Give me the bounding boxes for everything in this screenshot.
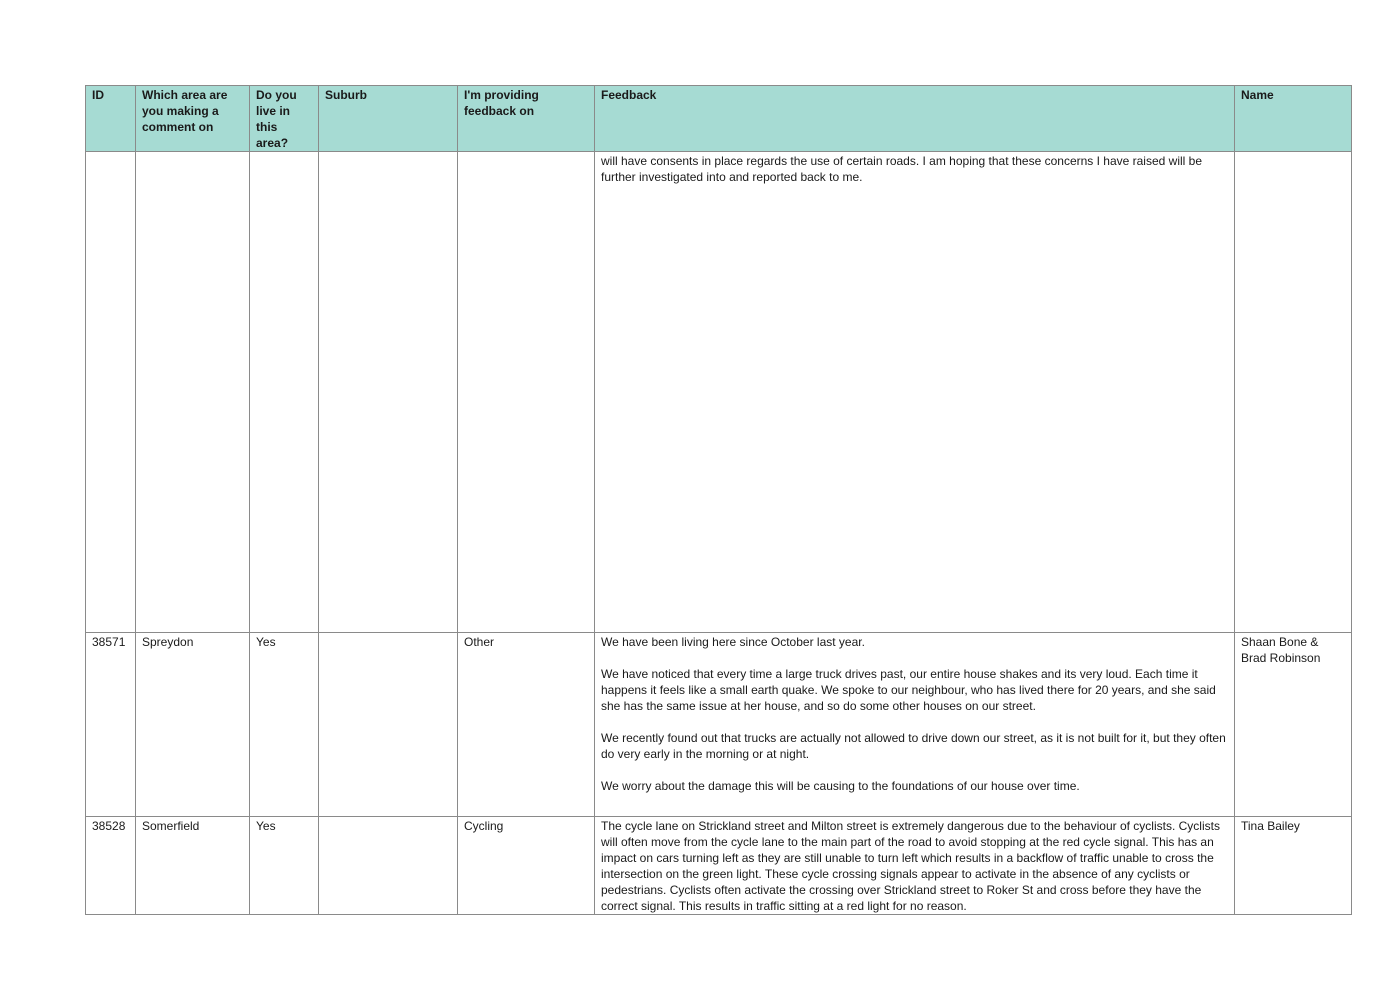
cell-name — [1235, 152, 1352, 633]
cell-name: Tina Bailey — [1235, 817, 1352, 915]
table-row — [86, 817, 1352, 915]
feedback-paragraph: We have noticed that every time a large truck drives past, our entire house shakes and its very loud. Each time it happens it feels like a small earth quake. We spoke to our neighbour, who has lived there for 20 years, and she said she has the same issue at her house, and so do some other houses on our street. — [601, 667, 1216, 713]
cell-suburb — [319, 633, 458, 817]
header-row — [86, 86, 1352, 152]
cell-topic: Other — [458, 633, 595, 817]
header-feedback-topic: I'm providing feedback on — [458, 86, 595, 152]
cell-area: Spreydon — [136, 633, 250, 817]
feedback-paragraph: We worry about the damage this will be causing to the foundations of our house over time. — [601, 779, 1080, 793]
feedback-paragraph: We have been living here since October last year. — [601, 635, 865, 649]
feedback-paragraph: will have consents in place regards the use of certain roads. I am hoping that these concerns I have raised will be further investigated into and reported back to me. — [601, 154, 1203, 184]
table-row — [86, 633, 1352, 817]
header-name: Name — [1235, 86, 1352, 152]
feedback-paragraph: We recently found out that trucks are actually not allowed to drive down our street, as it is not built for it, but they often do very early in the morning or at night. — [601, 731, 1226, 761]
cell-topic — [458, 152, 595, 633]
header-live-in-area: Do you live in this area? — [250, 86, 319, 152]
cell-live: Yes — [250, 633, 319, 817]
cell-feedback — [595, 152, 1235, 633]
cell-id — [86, 152, 136, 633]
cell-feedback — [595, 817, 1235, 915]
header-suburb: Suburb — [319, 86, 458, 152]
cell-live: Yes — [250, 817, 319, 915]
cell-area — [136, 152, 250, 633]
cell-feedback — [595, 633, 1235, 817]
feedback-table — [85, 85, 1352, 915]
cell-area: Somerfield — [136, 817, 250, 915]
header-feedback: Feedback — [595, 86, 1235, 152]
table-row — [86, 152, 1352, 633]
header-id: ID — [86, 86, 136, 152]
cell-name: Shaan Bone & Brad Robinson — [1235, 633, 1352, 817]
cell-suburb — [319, 152, 458, 633]
cell-topic: Cycling — [458, 817, 595, 915]
cell-id: 38571 — [86, 633, 136, 817]
feedback-paragraph: The cycle lane on Strickland street and Milton street is extremely dangerous due to the behaviour of cyclists. Cyclists will often move from the cycle lane to the main part of the road to avoid stopping at the red cycle signal. This has an impact on cars turning left as they are still unable to turn left which results in a backflow of traffic unable to cross the intersection on the green light. These cycle crossing signals appear to activate in the absence of any cyclists or pedestrians. Cyclists often activate the crossing over Strickland street to Roker St and cross before they have the correct signal. This results in traffic sitting at a red light for no reason. — [601, 819, 1220, 913]
cell-suburb — [319, 817, 458, 915]
cell-live — [250, 152, 319, 633]
header-area: Which area are you making a comment on — [136, 86, 250, 152]
cell-id: 38528 — [86, 817, 136, 915]
